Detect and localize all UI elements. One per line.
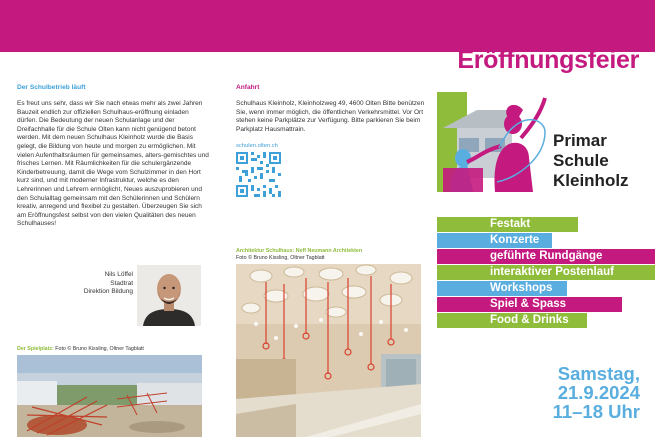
school-name-line-2: Schule bbox=[553, 151, 609, 170]
date-weekday: Samstag, bbox=[557, 363, 640, 384]
directions-text: Schulhaus Kleinholz, Kleinholzweg 49, 4600 Olten Bitte benützen Sie, wenn immer möglich, die öffentlichen Verkehrsmittel. Vor Ort stehen keine Parkplätze zur Verfügung. Bitte parkieren Sie beim Parkplatz Hausmattrain. bbox=[236, 100, 425, 133]
event-title: Eröffnungsfeier bbox=[457, 46, 639, 74]
signature-name: Nils Löffel bbox=[104, 271, 133, 278]
top-magenta-band bbox=[0, 0, 655, 52]
program-label: Festakt bbox=[490, 218, 531, 230]
playground-caption-credit: Foto © Bruno Kissling, Oltner Tagblatt bbox=[55, 346, 144, 352]
intro-text: Es freut uns sehr, dass wir Sie nach etwas mehr als zwei Jahren Bauzeit endlich zur offiziellen Schulhaus-eröffnung einladen dürfen. Die Bedeutung der neuen Schulanlage und der Dreifachhalle für die Schule Olten kann nicht genügend betont werden. Mit dem neuen Schulhaus Kleinholz wurde die Basis gelegt, die Bildung von heute und morgen zu ermöglichen. Mit vielen Aufenthaltsräumen für gemeinsames, alters-gemischtes und frisches Lernen. Mit Räumlichkeiten für die schulergänzende Kinderbetreuung, damit die Wege vom Schulzimmer in den Hort kurz sind, und mit moderner Infrastruktur, welche es den Lehrerinnen und Lehrern ermöglicht, Neues auszuprobieren und den Schulalltag gemeinsam mit den Schülerinnen und Schülern kreativ, anregend und flexibel zu gestalten. Überzeugen Sie sich am Eröffnungsfest selbst von den vielen Qualitäten des neuen Schulhauses! bbox=[17, 100, 209, 228]
playground-caption-label: Der Spielplatz: bbox=[17, 346, 54, 352]
program-item bbox=[437, 281, 655, 296]
date-day: 21.9.2024 bbox=[557, 382, 640, 403]
event-date bbox=[500, 364, 640, 421]
program-label: Spiel & Spass bbox=[490, 298, 567, 310]
school-name-line-3: Kleinholz bbox=[553, 171, 629, 190]
signature-role-2: Direktion Bildung bbox=[83, 288, 133, 296]
program-item bbox=[437, 297, 655, 312]
website-link[interactable]: schulen.olten.ch bbox=[236, 143, 278, 149]
school-name bbox=[553, 131, 629, 191]
interior-photo bbox=[236, 264, 421, 437]
directions-column bbox=[236, 84, 431, 134]
program-label: Food & Drinks bbox=[490, 314, 569, 326]
school-logo bbox=[437, 88, 550, 196]
program-item bbox=[437, 313, 655, 328]
program-label: Konzerte bbox=[490, 234, 540, 246]
program-item bbox=[437, 233, 655, 248]
program-label: Workshops bbox=[490, 282, 553, 294]
qr-code bbox=[236, 152, 281, 197]
signature-role-1: Stadtrat bbox=[110, 279, 133, 287]
architecture-caption bbox=[236, 248, 362, 254]
directions-heading: Anfahrt bbox=[236, 84, 260, 91]
architecture-caption-label: Architektur Schulhaus: Neff Neumann Architekten bbox=[236, 248, 363, 254]
program-list bbox=[437, 217, 655, 329]
date-time: 11–18 Uhr bbox=[552, 401, 640, 422]
program-label: interaktiver Postenlauf bbox=[490, 266, 614, 278]
program-item bbox=[437, 217, 655, 232]
portrait-photo bbox=[137, 265, 201, 326]
playground-caption bbox=[17, 346, 144, 352]
program-item bbox=[437, 249, 655, 264]
program-label: geführte Rundgänge bbox=[490, 250, 603, 262]
signature bbox=[60, 271, 133, 297]
program-item bbox=[437, 265, 655, 280]
intro-column bbox=[17, 84, 209, 229]
school-name-line-1: Primar bbox=[553, 131, 607, 150]
playground-photo bbox=[17, 355, 202, 437]
architecture-credit: Foto © Bruno Kissling, Oltner Tagblatt bbox=[236, 255, 325, 261]
intro-heading: Der Schulbetrieb läuft bbox=[17, 84, 86, 91]
